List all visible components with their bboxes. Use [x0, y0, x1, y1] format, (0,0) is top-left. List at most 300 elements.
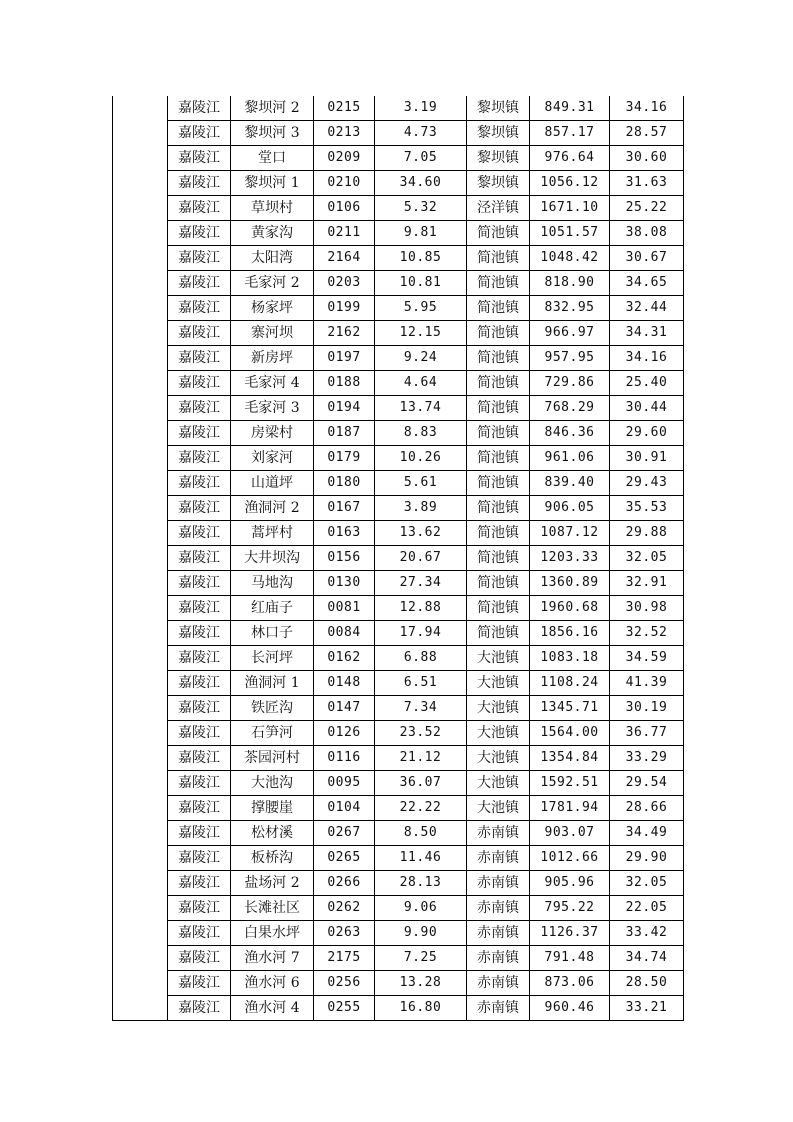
code-cell: 0187: [314, 421, 375, 446]
value-cell: 41.39: [610, 671, 684, 696]
code-cell: 0197: [314, 346, 375, 371]
town-cell: 简池镇: [467, 471, 530, 496]
table-margin-cell: [113, 96, 168, 121]
river-cell: 嘉陵江: [168, 346, 231, 371]
value-cell: 35.53: [610, 496, 684, 521]
village-cell: 黎坝河 1: [231, 171, 314, 196]
river-cell: 嘉陵江: [168, 196, 231, 221]
town-cell: 简池镇: [467, 446, 530, 471]
area-cell: 28.13: [375, 871, 467, 896]
village-cell: 红庙子: [231, 596, 314, 621]
table-margin-cell: [113, 246, 168, 271]
code-cell: 2164: [314, 246, 375, 271]
table-row: [113, 646, 684, 671]
table-row: [113, 396, 684, 421]
elevation-cell: 966.97: [530, 321, 610, 346]
town-cell: 简池镇: [467, 221, 530, 246]
river-cell: 嘉陵江: [168, 371, 231, 396]
elevation-cell: 957.95: [530, 346, 610, 371]
area-cell: 21.12: [375, 746, 467, 771]
table-row: [113, 471, 684, 496]
table-margin-cell: [113, 646, 168, 671]
village-cell: 盐场河 2: [231, 871, 314, 896]
river-cell: 嘉陵江: [168, 896, 231, 921]
elevation-cell: 1203.33: [530, 546, 610, 571]
table-row: [113, 446, 684, 471]
table-margin-cell: [113, 271, 168, 296]
town-cell: 简池镇: [467, 496, 530, 521]
area-cell: 20.67: [375, 546, 467, 571]
code-cell: 0203: [314, 271, 375, 296]
area-cell: 27.34: [375, 571, 467, 596]
elevation-cell: 1051.57: [530, 221, 610, 246]
elevation-cell: 1360.89: [530, 571, 610, 596]
table-margin-cell: [113, 296, 168, 321]
table-margin-cell: [113, 946, 168, 971]
town-cell: 简池镇: [467, 271, 530, 296]
table-row: [113, 821, 684, 846]
area-cell: 9.06: [375, 896, 467, 921]
elevation-cell: 1781.94: [530, 796, 610, 821]
value-cell: 33.29: [610, 746, 684, 771]
area-cell: 12.15: [375, 321, 467, 346]
table-row: [113, 796, 684, 821]
table-row: [113, 871, 684, 896]
value-cell: 32.05: [610, 871, 684, 896]
area-cell: 36.07: [375, 771, 467, 796]
town-cell: 简池镇: [467, 246, 530, 271]
table-row: [113, 496, 684, 521]
area-cell: 8.83: [375, 421, 467, 446]
elevation-cell: 1960.68: [530, 596, 610, 621]
village-cell: 堂口: [231, 146, 314, 171]
value-cell: 30.60: [610, 146, 684, 171]
village-cell: 毛家河 3: [231, 396, 314, 421]
area-cell: 9.81: [375, 221, 467, 246]
river-cell: 嘉陵江: [168, 696, 231, 721]
village-cell: 房梁村: [231, 421, 314, 446]
table-row: [113, 996, 684, 1021]
elevation-cell: 1671.10: [530, 196, 610, 221]
table-row: [113, 196, 684, 221]
table-margin-cell: [113, 221, 168, 246]
area-cell: 5.32: [375, 196, 467, 221]
code-cell: 0104: [314, 796, 375, 821]
river-cell: 嘉陵江: [168, 571, 231, 596]
value-cell: 32.44: [610, 296, 684, 321]
table-row: [113, 221, 684, 246]
area-cell: 3.19: [375, 96, 467, 121]
table-row: [113, 921, 684, 946]
area-cell: 13.62: [375, 521, 467, 546]
river-cell: 嘉陵江: [168, 321, 231, 346]
area-cell: 23.52: [375, 721, 467, 746]
value-cell: 30.67: [610, 246, 684, 271]
elevation-cell: 1564.00: [530, 721, 610, 746]
area-cell: 4.73: [375, 121, 467, 146]
code-cell: 0081: [314, 596, 375, 621]
area-cell: 12.88: [375, 596, 467, 621]
code-cell: 0255: [314, 996, 375, 1021]
river-cell: 嘉陵江: [168, 521, 231, 546]
town-cell: 赤南镇: [467, 896, 530, 921]
table-margin-cell: [113, 321, 168, 346]
code-cell: 0213: [314, 121, 375, 146]
value-cell: 28.50: [610, 971, 684, 996]
elevation-cell: 960.46: [530, 996, 610, 1021]
watershed-data-table: [112, 96, 684, 1021]
area-cell: 22.22: [375, 796, 467, 821]
town-cell: 简池镇: [467, 521, 530, 546]
river-cell: 嘉陵江: [168, 871, 231, 896]
elevation-cell: 846.36: [530, 421, 610, 446]
village-cell: 刘家河: [231, 446, 314, 471]
table-margin-cell: [113, 971, 168, 996]
elevation-cell: 961.06: [530, 446, 610, 471]
river-cell: 嘉陵江: [168, 596, 231, 621]
river-cell: 嘉陵江: [168, 246, 231, 271]
river-cell: 嘉陵江: [168, 946, 231, 971]
value-cell: 33.42: [610, 921, 684, 946]
table-body: [113, 96, 684, 1021]
village-cell: 松材溪: [231, 821, 314, 846]
area-cell: 6.51: [375, 671, 467, 696]
table-row: [113, 896, 684, 921]
value-cell: 25.40: [610, 371, 684, 396]
code-cell: 0180: [314, 471, 375, 496]
river-cell: 嘉陵江: [168, 996, 231, 1021]
river-cell: 嘉陵江: [168, 796, 231, 821]
table-margin-cell: [113, 821, 168, 846]
code-cell: 0156: [314, 546, 375, 571]
area-cell: 4.64: [375, 371, 467, 396]
town-cell: 简池镇: [467, 621, 530, 646]
table-margin-cell: [113, 546, 168, 571]
town-cell: 赤南镇: [467, 846, 530, 871]
town-cell: 简池镇: [467, 346, 530, 371]
code-cell: 0188: [314, 371, 375, 396]
table-row: [113, 246, 684, 271]
town-cell: 大池镇: [467, 671, 530, 696]
elevation-cell: 1087.12: [530, 521, 610, 546]
code-cell: 0163: [314, 521, 375, 546]
table-margin-cell: [113, 146, 168, 171]
table-margin-cell: [113, 346, 168, 371]
river-cell: 嘉陵江: [168, 971, 231, 996]
table-margin-cell: [113, 846, 168, 871]
town-cell: 简池镇: [467, 421, 530, 446]
table-row: [113, 846, 684, 871]
village-cell: 马地沟: [231, 571, 314, 596]
village-cell: 撑腰崖: [231, 796, 314, 821]
river-cell: 嘉陵江: [168, 146, 231, 171]
area-cell: 10.85: [375, 246, 467, 271]
area-cell: 10.81: [375, 271, 467, 296]
elevation-cell: 1856.16: [530, 621, 610, 646]
village-cell: 寨河坝: [231, 321, 314, 346]
code-cell: 0106: [314, 196, 375, 221]
code-cell: 0266: [314, 871, 375, 896]
code-cell: 0116: [314, 746, 375, 771]
value-cell: 28.66: [610, 796, 684, 821]
town-cell: 黎坝镇: [467, 171, 530, 196]
village-cell: 白果水坪: [231, 921, 314, 946]
river-cell: 嘉陵江: [168, 496, 231, 521]
value-cell: 32.05: [610, 546, 684, 571]
elevation-cell: 976.64: [530, 146, 610, 171]
code-cell: 0256: [314, 971, 375, 996]
code-cell: 0084: [314, 621, 375, 646]
value-cell: 31.63: [610, 171, 684, 196]
code-cell: 0179: [314, 446, 375, 471]
river-cell: 嘉陵江: [168, 921, 231, 946]
table-row: [113, 671, 684, 696]
table-margin-cell: [113, 496, 168, 521]
value-cell: 30.91: [610, 446, 684, 471]
table-row: [113, 696, 684, 721]
town-cell: 简池镇: [467, 371, 530, 396]
village-cell: 长河坪: [231, 646, 314, 671]
village-cell: 大井坝沟: [231, 546, 314, 571]
elevation-cell: 849.31: [530, 96, 610, 121]
table-margin-cell: [113, 871, 168, 896]
table-row: [113, 546, 684, 571]
town-cell: 大池镇: [467, 646, 530, 671]
town-cell: 简池镇: [467, 321, 530, 346]
table-margin-cell: [113, 421, 168, 446]
code-cell: 0210: [314, 171, 375, 196]
elevation-cell: 818.90: [530, 271, 610, 296]
code-cell: 0162: [314, 646, 375, 671]
elevation-cell: 1108.24: [530, 671, 610, 696]
river-cell: 嘉陵江: [168, 271, 231, 296]
river-cell: 嘉陵江: [168, 821, 231, 846]
table-row: [113, 371, 684, 396]
area-cell: 13.28: [375, 971, 467, 996]
value-cell: 34.74: [610, 946, 684, 971]
value-cell: 28.57: [610, 121, 684, 146]
river-cell: 嘉陵江: [168, 96, 231, 121]
table-row: [113, 421, 684, 446]
river-cell: 嘉陵江: [168, 296, 231, 321]
village-cell: 渔水河 7: [231, 946, 314, 971]
village-cell: 草坝村: [231, 196, 314, 221]
value-cell: 29.54: [610, 771, 684, 796]
table-margin-cell: [113, 471, 168, 496]
elevation-cell: 906.05: [530, 496, 610, 521]
town-cell: 大池镇: [467, 746, 530, 771]
code-cell: 0262: [314, 896, 375, 921]
town-cell: 大池镇: [467, 696, 530, 721]
area-cell: 5.61: [375, 471, 467, 496]
table-row: [113, 571, 684, 596]
village-cell: 毛家河 4: [231, 371, 314, 396]
table-margin-cell: [113, 996, 168, 1021]
code-cell: 0199: [314, 296, 375, 321]
river-cell: 嘉陵江: [168, 471, 231, 496]
village-cell: 黎坝河 2: [231, 96, 314, 121]
river-cell: 嘉陵江: [168, 646, 231, 671]
elevation-cell: 1083.18: [530, 646, 610, 671]
value-cell: 32.91: [610, 571, 684, 596]
town-cell: 大池镇: [467, 771, 530, 796]
value-cell: 29.43: [610, 471, 684, 496]
table-row: [113, 746, 684, 771]
village-cell: 渔洞河 2: [231, 496, 314, 521]
river-cell: 嘉陵江: [168, 846, 231, 871]
table-margin-cell: [113, 571, 168, 596]
table-row: [113, 346, 684, 371]
elevation-cell: 1345.71: [530, 696, 610, 721]
town-cell: 泾洋镇: [467, 196, 530, 221]
town-cell: 赤南镇: [467, 921, 530, 946]
value-cell: 30.98: [610, 596, 684, 621]
elevation-cell: 873.06: [530, 971, 610, 996]
code-cell: 0167: [314, 496, 375, 521]
elevation-cell: 791.48: [530, 946, 610, 971]
code-cell: 0148: [314, 671, 375, 696]
elevation-cell: 729.86: [530, 371, 610, 396]
village-cell: 杨家坪: [231, 296, 314, 321]
elevation-cell: 839.40: [530, 471, 610, 496]
village-cell: 黎坝河 3: [231, 121, 314, 146]
river-cell: 嘉陵江: [168, 121, 231, 146]
town-cell: 赤南镇: [467, 871, 530, 896]
elevation-cell: 1012.66: [530, 846, 610, 871]
code-cell: 0130: [314, 571, 375, 596]
village-cell: 山道坪: [231, 471, 314, 496]
river-cell: 嘉陵江: [168, 671, 231, 696]
river-cell: 嘉陵江: [168, 221, 231, 246]
code-cell: 0263: [314, 921, 375, 946]
table-margin-cell: [113, 596, 168, 621]
elevation-cell: 1354.84: [530, 746, 610, 771]
area-cell: 16.80: [375, 996, 467, 1021]
table-margin-cell: [113, 521, 168, 546]
table-margin-cell: [113, 746, 168, 771]
village-cell: 渔水河 6: [231, 971, 314, 996]
table-margin-cell: [113, 621, 168, 646]
table-row: [113, 771, 684, 796]
elevation-cell: 857.17: [530, 121, 610, 146]
value-cell: 33.21: [610, 996, 684, 1021]
code-cell: 0147: [314, 696, 375, 721]
village-cell: 毛家河 2: [231, 271, 314, 296]
elevation-cell: 1056.12: [530, 171, 610, 196]
river-cell: 嘉陵江: [168, 171, 231, 196]
area-cell: 8.50: [375, 821, 467, 846]
river-cell: 嘉陵江: [168, 446, 231, 471]
area-cell: 7.05: [375, 146, 467, 171]
village-cell: 铁匠沟: [231, 696, 314, 721]
village-cell: 茶园河村: [231, 746, 314, 771]
village-cell: 石笋河: [231, 721, 314, 746]
table-row: [113, 146, 684, 171]
town-cell: 简池镇: [467, 571, 530, 596]
code-cell: 0095: [314, 771, 375, 796]
code-cell: 0265: [314, 846, 375, 871]
town-cell: 简池镇: [467, 546, 530, 571]
elevation-cell: 1592.51: [530, 771, 610, 796]
river-cell: 嘉陵江: [168, 721, 231, 746]
elevation-cell: 903.07: [530, 821, 610, 846]
code-cell: 2162: [314, 321, 375, 346]
table-row: [113, 271, 684, 296]
table-row: [113, 96, 684, 121]
elevation-cell: 1048.42: [530, 246, 610, 271]
area-cell: 34.60: [375, 171, 467, 196]
table-row: [113, 621, 684, 646]
elevation-cell: 1126.37: [530, 921, 610, 946]
table-margin-cell: [113, 171, 168, 196]
value-cell: 34.16: [610, 96, 684, 121]
area-cell: 13.74: [375, 396, 467, 421]
code-cell: 0194: [314, 396, 375, 421]
town-cell: 黎坝镇: [467, 146, 530, 171]
value-cell: 30.19: [610, 696, 684, 721]
value-cell: 34.16: [610, 346, 684, 371]
table-margin-cell: [113, 371, 168, 396]
code-cell: 0267: [314, 821, 375, 846]
town-cell: 简池镇: [467, 596, 530, 621]
town-cell: 黎坝镇: [467, 96, 530, 121]
river-cell: 嘉陵江: [168, 746, 231, 771]
town-cell: 简池镇: [467, 396, 530, 421]
value-cell: 29.90: [610, 846, 684, 871]
elevation-cell: 795.22: [530, 896, 610, 921]
value-cell: 38.08: [610, 221, 684, 246]
town-cell: 大池镇: [467, 721, 530, 746]
table-row: [113, 946, 684, 971]
river-cell: 嘉陵江: [168, 621, 231, 646]
village-cell: 黄家沟: [231, 221, 314, 246]
area-cell: 3.89: [375, 496, 467, 521]
code-cell: 0209: [314, 146, 375, 171]
value-cell: 25.22: [610, 196, 684, 221]
village-cell: 蒿坪村: [231, 521, 314, 546]
river-cell: 嘉陵江: [168, 421, 231, 446]
table-margin-cell: [113, 771, 168, 796]
table-row: [113, 521, 684, 546]
village-cell: 大池沟: [231, 771, 314, 796]
table-row: [113, 971, 684, 996]
village-cell: 太阳湾: [231, 246, 314, 271]
town-cell: 赤南镇: [467, 996, 530, 1021]
table-margin-cell: [113, 696, 168, 721]
river-cell: 嘉陵江: [168, 771, 231, 796]
value-cell: 30.44: [610, 396, 684, 421]
value-cell: 34.31: [610, 321, 684, 346]
village-cell: 板桥沟: [231, 846, 314, 871]
town-cell: 赤南镇: [467, 971, 530, 996]
table-row: [113, 321, 684, 346]
town-cell: 赤南镇: [467, 946, 530, 971]
village-cell: 新房坪: [231, 346, 314, 371]
elevation-cell: 905.96: [530, 871, 610, 896]
table-margin-cell: [113, 721, 168, 746]
code-cell: 2175: [314, 946, 375, 971]
code-cell: 0211: [314, 221, 375, 246]
elevation-cell: 768.29: [530, 396, 610, 421]
elevation-cell: 832.95: [530, 296, 610, 321]
area-cell: 17.94: [375, 621, 467, 646]
area-cell: 9.90: [375, 921, 467, 946]
value-cell: 34.59: [610, 646, 684, 671]
area-cell: 7.25: [375, 946, 467, 971]
village-cell: 林口子: [231, 621, 314, 646]
area-cell: 7.34: [375, 696, 467, 721]
table-margin-cell: [113, 896, 168, 921]
